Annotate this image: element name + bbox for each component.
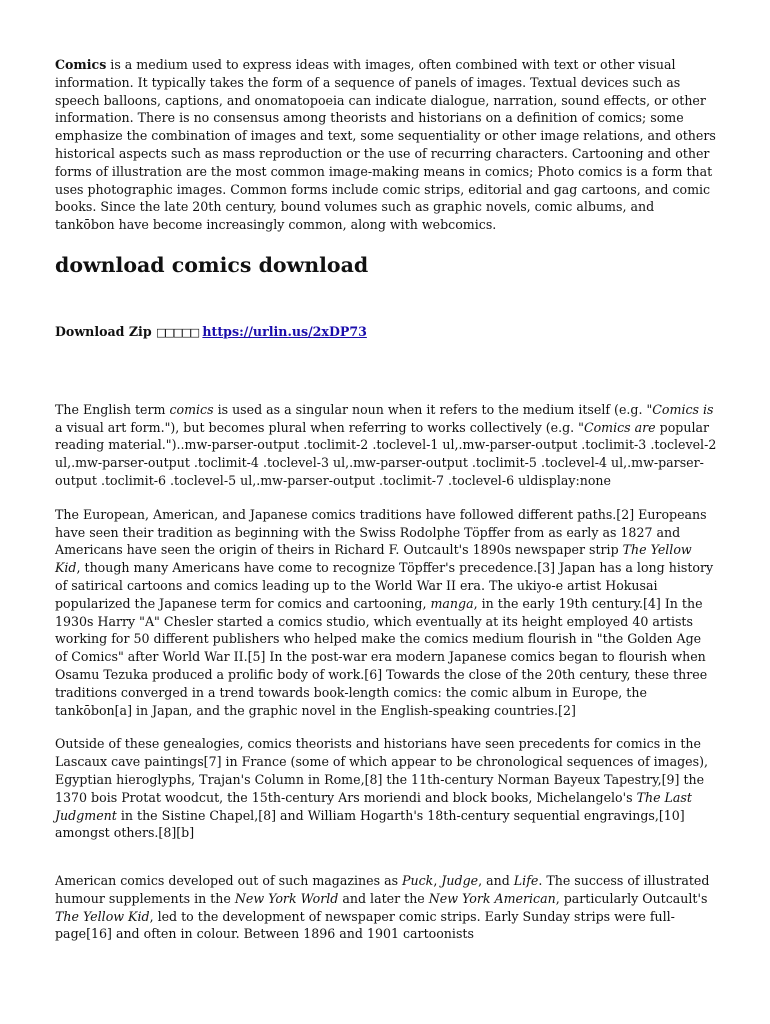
italic-span: manga	[430, 595, 474, 611]
italic-span: Life	[513, 873, 539, 889]
italic-span: The Yellow Kid	[55, 542, 692, 576]
italic-span: Comics are	[583, 419, 656, 435]
text-span: is used as a singular noun when it refers to the medium itself (e.g. "	[213, 401, 653, 417]
italic-span: The Last Judgment	[55, 789, 692, 823]
text-span: popular reading material.")..mw-parser-output .toclimit-2 .toclevel-1 ul,.mw-parser-output .toclimit-3 .toclevel-2 ul,.mw-parser-output .toclimit-4 .toclevel-3 ul,.mw-parser-output .toclimit-5 .toclevel-4 ul,.mw-parser-output .toclimit-6 .toclevel-5 ul,.mw-parser-output .toclimit-7 .toclevel-6 uldisplay:none	[55, 419, 717, 488]
text-span: a visual art form."), but becomes plural when referring to works collectively (e.g. "	[55, 419, 584, 435]
text-span: Outside of these genealogies, comics theorists and historians have seen precedents for comics in the Lascaux cave paintings[7] in France (some of which appear to be chronological sequences of images), Egyptian hieroglyphs, Trajan's Column in Rome,[8] the 11th-century Norman Bayeux Tapestry,[9] the 1370 bois Protat woodcut, the 15th-century Ars moriendi and block books, Michelangelo's	[55, 736, 709, 805]
italic-span: The Yellow Kid	[55, 908, 150, 924]
text-span: . The success of illustrated humour supplements in the	[55, 873, 710, 906]
text-span: , and	[478, 873, 514, 889]
intro-paragraph	[55, 56, 717, 234]
american-comics-paragraph	[55, 872, 717, 943]
download-link[interactable]: https://urlin.us/2xDP73	[202, 323, 367, 339]
text-span: , though many Americans have come to recognize Töpffer's precedence.[3] Japan has a long history of satirical cartoons and comics leading up to the World War II era. The ukiyo-e artist Hokusai popularized the Japanese term for comics and cartooning,	[55, 560, 714, 611]
page-heading: download comics download	[55, 252, 369, 277]
italic-span: New York World	[234, 890, 339, 906]
italic-span: New York American	[428, 890, 556, 906]
precedents-paragraph	[55, 735, 717, 842]
italic-span: Comics is	[652, 401, 714, 417]
text-span: , particularly Outcault's	[555, 890, 708, 906]
article	[55, 56, 717, 943]
text-span: The English term	[55, 401, 170, 417]
traditions-paragraph	[55, 506, 717, 720]
download-label: Download Zip	[55, 323, 152, 339]
intro-text: is a medium used to express ideas with images, often combined with text or other visual information. It typically takes the form of a sequence of panels of images. Textual devices such as speech balloons, captions, and onomatopoeia can indicate dialogue, narration, sound effects, or other information. There is no consensus among theorists and historians on a definition of comics; some emphasize the combination of images and text, some sequentiality or other image relations, and others historical aspects such as mass reproduction or the use of recurring characters. Cartooning and other forms of illustration are the most common image-making means in comics; Photo comics is a form that uses photographic images. Common forms include comic strips, editorial and gag cartoons, and comic books. Since the late 20th century, bound volumes such as graphic novels, comic albums, and tankōbon have become increasingly common, along with webcomics.	[55, 57, 716, 233]
italic-span: comics	[169, 401, 214, 417]
terminology-paragraph	[55, 401, 717, 490]
text-span: and later the	[338, 890, 429, 906]
italic-span: Puck	[402, 873, 434, 889]
text-span: The European, American, and Japanese comics traditions have followed different paths.[2] Europeans have seen their tradition as beginning with the Swiss Rodolphe Töpffer from as early as 1827 and Americans have seen the origin of theirs in Richard F. Outcault's 1890s newspaper strip	[55, 506, 707, 558]
placeholder-glyphs: □□□□□	[156, 325, 198, 339]
text-span: ,	[433, 873, 442, 889]
intro-term: Comics	[55, 57, 107, 72]
text-span: American comics developed out of such magazines as	[55, 873, 403, 889]
italic-span: Judge	[441, 873, 479, 889]
text-span: , in the early 19th century.[4] In the 1930s Harry "A" Chesler started a comics studio, which eventually at its height employed 40 artists working for 50 different publishers who helped make the comics medium flourish in "the Golden Age of Comics" after World War II.[5] In the post-war era modern Japanese comics began to flourish when Osamu Tezuka produced a prolific body of work.[6] Towards the close of the 20th century, these three traditions converged in a trend towards book-length comics: the comic album in Europe, the tankōbon[a] in Japan, and the graphic novel in the English-speaking countries.[2]	[55, 595, 708, 718]
text-span: , led to the development of newspaper comic strips. Early Sunday strips were full-page[16] and often in colour. Between 1896 and 1901 cartoonists	[55, 908, 675, 942]
text-span: in the Sistine Chapel,[8] and William Hogarth's 18th-century sequential engravings,[10] amongst others.[8][b]	[55, 807, 685, 841]
download-line	[55, 323, 717, 342]
